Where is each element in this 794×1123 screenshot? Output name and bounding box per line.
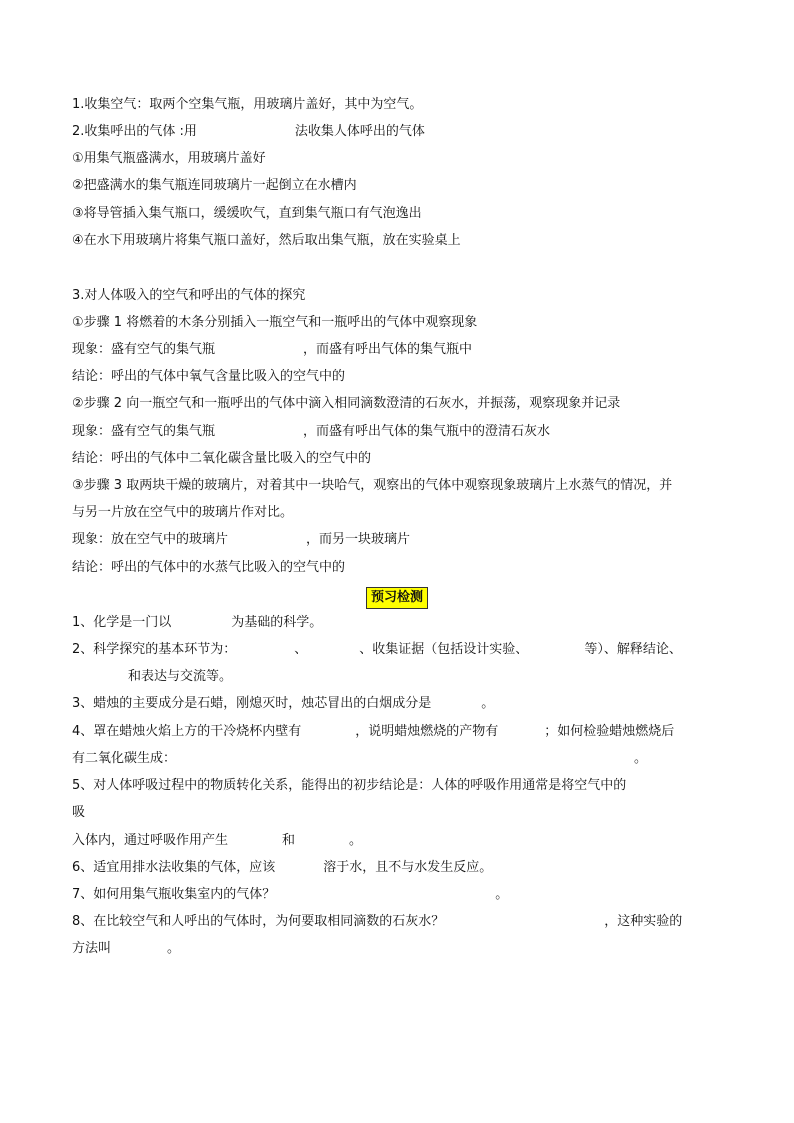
text-fragment: 现象：放在空气中的玻璃片: [72, 532, 229, 547]
text-line: 3.对人体吸入的空气和呼出的气体的探究: [72, 288, 306, 303]
question-line: [72, 940, 180, 958]
text-fragment: 7、如何用集气瓶收集室内的气体？: [72, 887, 276, 902]
text-fragment: 4、罩在蜡烛火焰上方的干冷烧杯内壁有: [72, 724, 302, 739]
text-line: ①用集气瓶盛满水，用玻璃片盖好: [72, 151, 266, 166]
section-badge: 预习检测: [366, 587, 428, 609]
text-line: 与另一片放在空气中的玻璃片作对比。: [72, 505, 294, 520]
text-fragment: 方法叫: [72, 941, 112, 956]
text-fragment: 6、适宜用排水法收集的气体，应该: [72, 860, 276, 875]
text-fragment: ；如何检验蜡烛燃烧后: [544, 724, 675, 739]
text-fragment: 现象：盛有空气的集气瓶: [72, 424, 216, 439]
text-fragment: ，而另一块玻璃片: [306, 532, 411, 547]
question-line: [72, 695, 494, 713]
question-line: [72, 859, 492, 877]
question-line: 5、对人体呼吸过程中的物质转化关系，能得出的初步结论是：人体的呼吸作用通常是将空气中的: [72, 778, 627, 793]
text-fragment: ，说明蜡烛燃烧的产物有: [355, 724, 499, 739]
text-line: [72, 341, 472, 359]
text-fragment: 2.收集呼出的气体 :用: [72, 124, 197, 139]
text-fragment: 和: [282, 833, 296, 848]
question-line: 吸: [72, 805, 86, 820]
text-line: [72, 423, 550, 441]
text-fragment: 。: [349, 833, 363, 848]
text-fragment: 、: [294, 642, 308, 657]
question-line: [72, 913, 682, 931]
text-line: ③将导管插入集气瓶口，缓缓吹气，直到集气瓶口有气泡逸出: [72, 206, 422, 221]
text-line: 结论：呼出的气体中氧气含量比吸入的空气中的: [72, 369, 346, 384]
text-fragment: 1、化学是一门以: [72, 615, 172, 630]
text-fragment: 入体内，通过呼吸作用产生: [72, 833, 229, 848]
text-line: [72, 531, 410, 549]
text-fragment: 。: [495, 887, 509, 902]
question-line: [72, 614, 322, 632]
question-line: [72, 641, 682, 659]
text-fragment: 。: [481, 696, 495, 711]
text-fragment: ，这种实验的: [604, 914, 683, 929]
text-line: ④在水下用玻璃片将集气瓶口盖好，然后取出集气瓶，放在实验桌上: [72, 233, 461, 248]
text-fragment: 现象：盛有空气的集气瓶: [72, 342, 216, 357]
question-line: [72, 832, 362, 850]
text-fragment: 等）、解释结论、: [584, 642, 682, 657]
text-fragment: 2、科学探究的基本环节为：: [72, 642, 237, 657]
question-line: 和表达与交流等。: [128, 669, 233, 684]
text-fragment: 。: [167, 941, 181, 956]
trailing-period: 。: [634, 751, 648, 766]
text-line: ③步骤 3 取两块干燥的玻璃片，对着其中一块哈气，观察出的气体中观察现象玻璃片上水蒸气的情况，并: [72, 478, 673, 493]
question-line: [72, 723, 674, 741]
text-line: ②把盛满水的集气瓶连同玻璃片一起倒立在水槽内: [72, 178, 357, 193]
text-fragment: 溶于水，且不与水发生反应。: [323, 860, 493, 875]
section-badge-row: [0, 586, 794, 609]
text-fragment: 8、在比较空气和人呼出的气体时，为何要取相同滴数的石灰水？: [72, 914, 445, 929]
text-line: ①步骤 1 将燃着的木条分别插入一瓶空气和一瓶呼出的气体中观察现象: [72, 315, 478, 330]
text-line: ②步骤 2 向一瓶空气和一瓶呼出的气体中滴入相同滴数澄清的石灰水，并振荡，观察现象并记录: [72, 396, 621, 411]
text-fragment: 3、蜡烛的主要成分是石蜡，刚熄灭时，烛芯冒出的白烟成分是: [72, 696, 432, 711]
text-fragment: 、收集证据（包括设计实验、: [359, 642, 529, 657]
text-fragment: 法收集人体呼出的气体: [294, 124, 425, 139]
text-line: 结论：呼出的气体中的水蒸气比吸入的空气中的: [72, 560, 346, 575]
question-line: 有二氧化碳生成：: [72, 751, 177, 766]
text-fragment: 为基础的科学。: [231, 615, 323, 630]
text-line: 1.收集空气：取两个空集气瓶，用玻璃片盖好，其中为空气。: [72, 97, 423, 112]
question-line: [72, 886, 508, 904]
text-fragment: ，而盛有呼出气体的集气瓶中的澄清石灰水: [303, 424, 551, 439]
text-line: [72, 123, 425, 141]
text-fragment: ，而盛有呼出气体的集气瓶中: [303, 342, 473, 357]
text-line: 结论：呼出的气体中二氧化碳含量比吸入的空气中的: [72, 451, 372, 466]
